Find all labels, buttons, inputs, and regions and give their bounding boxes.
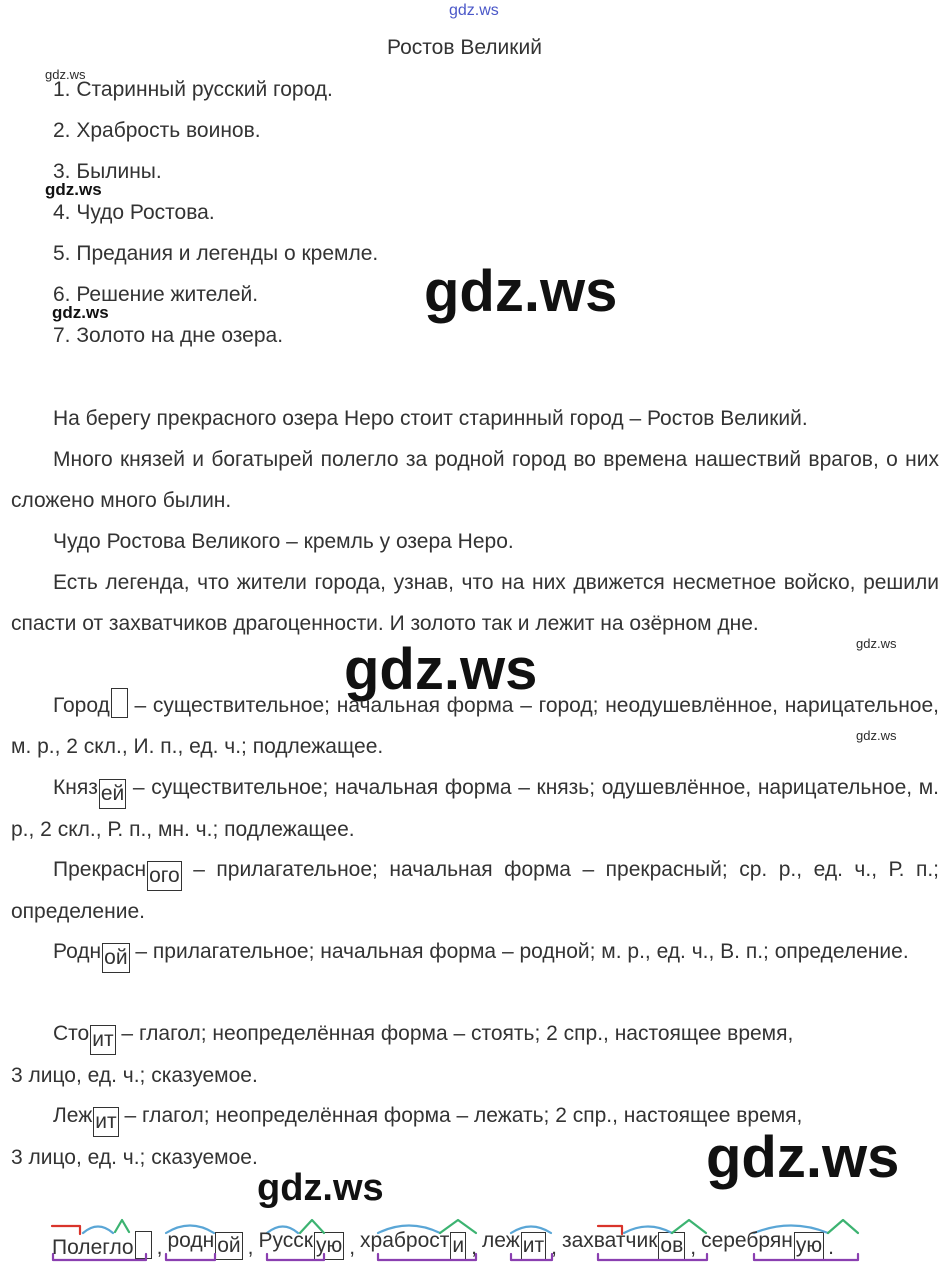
morpheme-word: родн ой: [167, 1229, 242, 1260]
plan-item: 6. Решение жителей.: [53, 283, 259, 306]
watermark-large: gdz.ws: [257, 1167, 384, 1209]
end-punctuation: .: [828, 1236, 834, 1259]
parsing-entry: Княз ей – существительное; начальная форма – князь; одушевлённое, нарицательное, м. р., 2 скл., Р. п., мн. ч.; подлежащее.: [11, 776, 939, 841]
morpheme-word: леж ит: [482, 1229, 546, 1260]
parsed-word: Город: [53, 694, 110, 717]
watermark-large: gdz.ws: [706, 1125, 900, 1190]
watermark-large: gdz.ws: [424, 259, 618, 324]
separator: ,: [471, 1236, 477, 1259]
ending-box: ую: [794, 1232, 824, 1260]
parsed-word: Родн: [53, 940, 102, 963]
ending-box: ит: [521, 1232, 546, 1260]
plan-item: 3. Былины.: [53, 160, 162, 183]
ending-box: ой: [215, 1232, 242, 1260]
plan-item: 2. Храбрость воинов.: [53, 119, 261, 142]
morpheme-word: захватчик ов: [562, 1229, 685, 1260]
separator: ,: [551, 1236, 557, 1259]
text-paragraph: Чудо Ростова Великого – кремль у озера Неро.: [53, 530, 514, 553]
ending-box: [111, 688, 128, 718]
ending-box: ую: [314, 1232, 344, 1260]
ending-box: ит: [93, 1107, 118, 1137]
ending-box: ой: [102, 943, 129, 973]
ending-box: ов: [658, 1232, 685, 1260]
watermark-top: gdz.ws: [449, 2, 499, 19]
page-title: Ростов Великий: [387, 36, 542, 59]
watermark-medium: gdz.ws: [45, 180, 102, 199]
parsing-entry: Леж ит – глагол; неопределённая форма – лежать; 2 спр., настоящее время, 3 лицо, ед. ч.; сказуемое.: [11, 1104, 803, 1169]
watermark-medium: gdz.ws: [52, 303, 109, 322]
plan-item: 7. Золото на дне озера.: [53, 324, 284, 347]
parsing-entry: Город – существительное; начальная форма – город; неодушевлённое, нарицательное, м. р., 2 скл., И. п., ед. ч.; подлежащее.: [11, 685, 939, 767]
morpheme-word: серебрян ую: [701, 1229, 824, 1260]
parsed-word: Прекрасн: [53, 858, 147, 881]
separator: ,: [690, 1236, 697, 1259]
separator: ,: [156, 1236, 163, 1259]
plan-item: 4. Чудо Ростова.: [53, 201, 215, 224]
watermark-small: gdz.ws: [856, 728, 897, 743]
separator: ,: [247, 1236, 254, 1259]
text-paragraph: Есть легенда, что жители города, узнав, что на них движется несметное войско, решили спасти от захватчиков драгоценности. И золото так и лежит на озёрном дне.: [11, 571, 939, 635]
parsed-word: Сто: [53, 1022, 90, 1045]
separator: ,: [349, 1236, 356, 1259]
watermark-small: gdz.ws: [45, 67, 86, 82]
morpheme-word: Полегло: [52, 1231, 152, 1260]
parsed-word: Леж: [53, 1104, 93, 1127]
plan-item: 1. Старинный русский город.: [53, 78, 333, 101]
watermark-large: gdz.ws: [344, 637, 538, 702]
morpheme-word: Русск ую: [258, 1229, 344, 1260]
morpheme-row: [52, 1226, 839, 1260]
ending-box: ого: [147, 861, 182, 891]
text-paragraph: На берегу прекрасного озера Неро стоит старинный город – Ростов Великий.: [53, 407, 808, 430]
parsed-word: Княз: [53, 776, 98, 799]
parsing-entry: Родн ой – прилагательное; начальная форма – родной; м. р., ед. ч., В. п.; определение.: [11, 931, 939, 973]
ending-box: ит: [90, 1025, 115, 1055]
parsing-entry: Сто ит – глагол; неопределённая форма – стоять; 2 спр., настоящее время, 3 лицо, ед. ч.; сказуемое.: [11, 1022, 794, 1087]
ending-box: ей: [99, 779, 126, 809]
ending-box: [135, 1231, 152, 1259]
text-paragraph: Много князей и богатырей полегло за родной город во времена нашествий врагов, о них сложено много былин.: [11, 448, 939, 512]
parsing-entry: Прекрасн ого – прилагательное; начальная форма – прекрасный; ср. р., ед. ч., Р. п.; определение.: [11, 858, 939, 923]
watermark-small: gdz.ws: [856, 636, 897, 651]
plan-item: 5. Предания и легенды о кремле.: [53, 242, 379, 265]
ending-box: и: [450, 1232, 466, 1260]
morpheme-word: храброст и: [360, 1229, 466, 1260]
